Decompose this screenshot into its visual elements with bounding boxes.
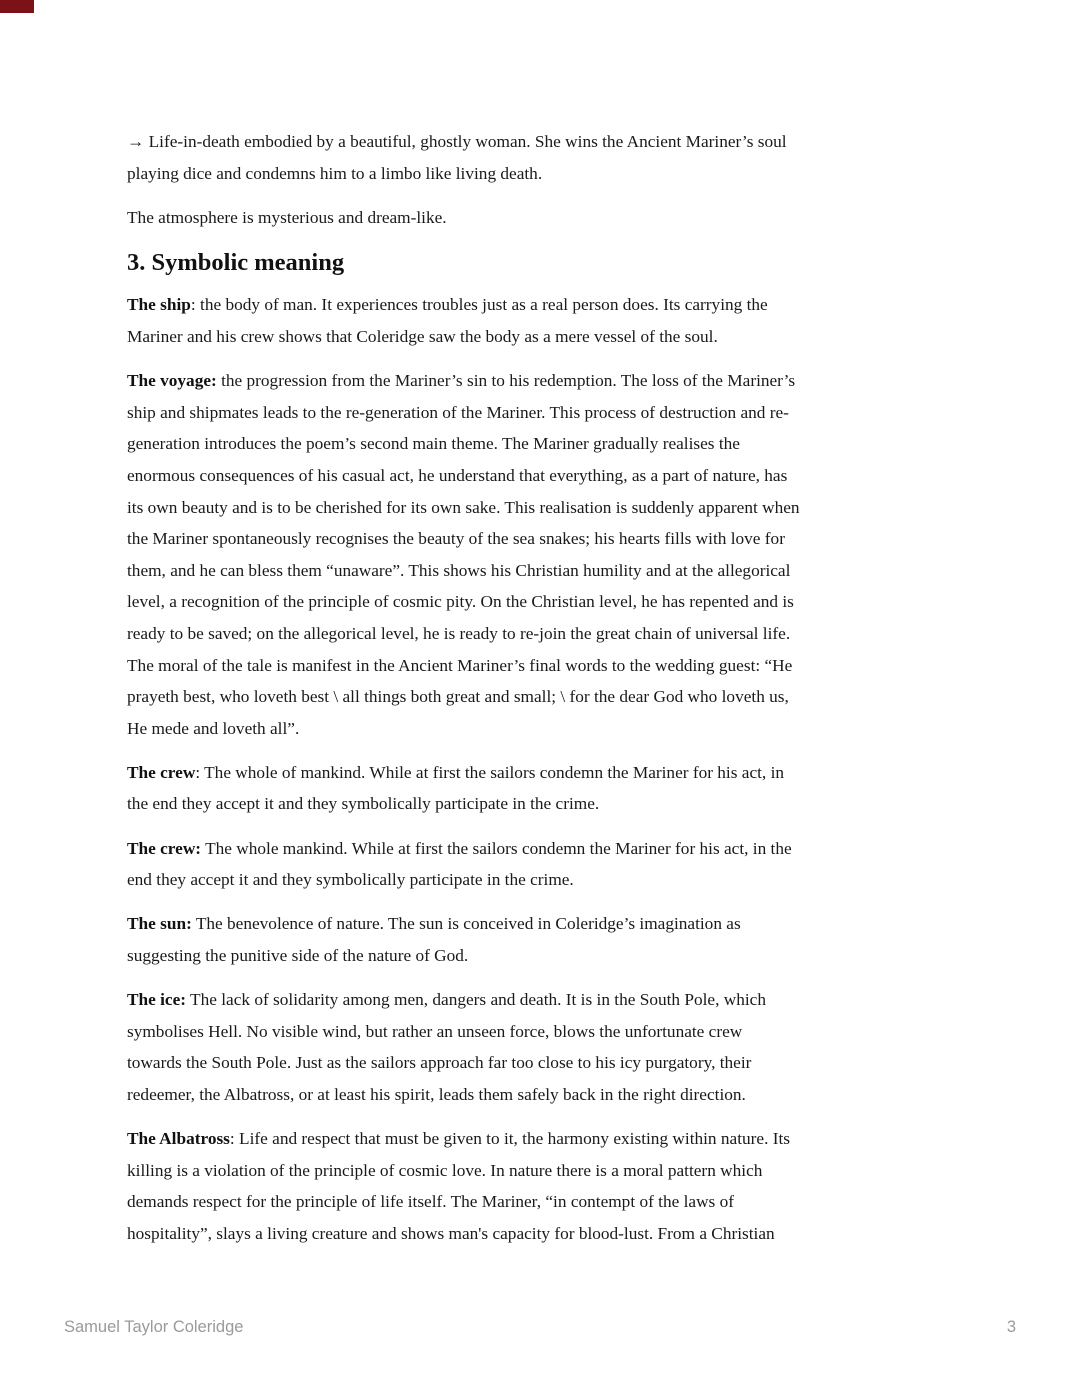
footer-author: Samuel Taylor Coleridge (64, 1318, 244, 1336)
term-bold: The ice: (127, 990, 187, 1010)
footer-page-number: 3 (1006, 1318, 1016, 1336)
term-bold: The crew: (127, 838, 202, 858)
para-the-ice: The ice: The lack of solidarity among men, dangers and death. It is in the South Pole, which symbolises Hell. No visible wind, but rather an unseen force, blows the unfortunate crew towards the South Pole. Just as the sailors approach far too close to his icy purgatory, their redeemer, the Albatross, or at least his spirit, leads them safely back in the right direction. (127, 990, 766, 1104)
para-the-voyage: The voyage: the progression from the Mariner’s sin to his redemption. The loss of the Mariner’s ship and shipmates leads to the re-generation of the Mariner. This process of destruction and re- generation introduces the poem’s second main theme. The Mariner gradually realises the enormous consequences of his casual act, he understand that everything, as a part of nature, has its own beauty and is to be cherished for its own sake. This realisation is suddenly apparent when the Mariner spontaneously recognises the beauty of the sea snakes; his hearts fills with love for them, and he can bless them “unaware”. This shows his Christian humility and at the allegorical level, a recognition of the principle of cosmic pity. On the Christian level, he has repented and is ready to be saved; on the allegorical level, he is ready to re-join the great chain of universal life. The moral of the tale is manifest in the Ancient Mariner’s final words to the wedding guest: “He prayeth best, who loveth best \ all things both great and small; \ for the dear God who loveth us, He mede and loveth all”. (127, 371, 800, 738)
para-the-sun: The sun: The benevolence of nature. The sun is conceived in Coleridge’s imagination as suggesting the punitive side of the nature of God. (127, 914, 741, 966)
para-the-albatross: The Albatross: Life and respect that must be given to it, the harmony existing within nature. Its killing is a violation of the principle of cosmic love. In nature there is a moral pattern which demands respect for the principle of life itself. The Mariner, “in contempt of the laws of hospitality”, slays a living creature and shows man's capacity for blood-lust. From a Christian (127, 1129, 790, 1243)
term-bold: The ship (127, 295, 191, 315)
term-bold: The Albatross (127, 1129, 230, 1149)
heading-symbolic-meaning: 3. Symbolic meaning (127, 249, 345, 277)
term-bold: The voyage: (127, 371, 217, 391)
term-bold: The crew (127, 762, 196, 782)
para-the-ship: The ship: the body of man. It experiences troubles just as a real person does. Its carrying the Mariner and his crew shows that Coleridge saw the body as a mere vessel of the soul. (127, 295, 768, 346)
para-the-crew-1: The crew: The whole of mankind. While at first the sailors condemn the Mariner for his act, in the end they accept it and they symbolically participate in the crime. (127, 762, 785, 814)
document-content (127, 126, 955, 1262)
page-corner-mark (0, 0, 34, 13)
page-footer (64, 1318, 1016, 1337)
para-the-crew-2: The crew: The whole mankind. While at first the sailors condemn the Mariner for his act, in the end they accept it and they symbolically participate in the crime. (127, 838, 792, 890)
term-bold: The sun: (127, 914, 192, 934)
para-life-in-death: → Life-in-death embodied by a beautiful, ghostly woman. She wins the Ancient Mariner’s soul playing dice and condemns him to a limbo like living death. (127, 132, 787, 183)
para-atmosphere: The atmosphere is mysterious and dream-like. (127, 207, 447, 227)
